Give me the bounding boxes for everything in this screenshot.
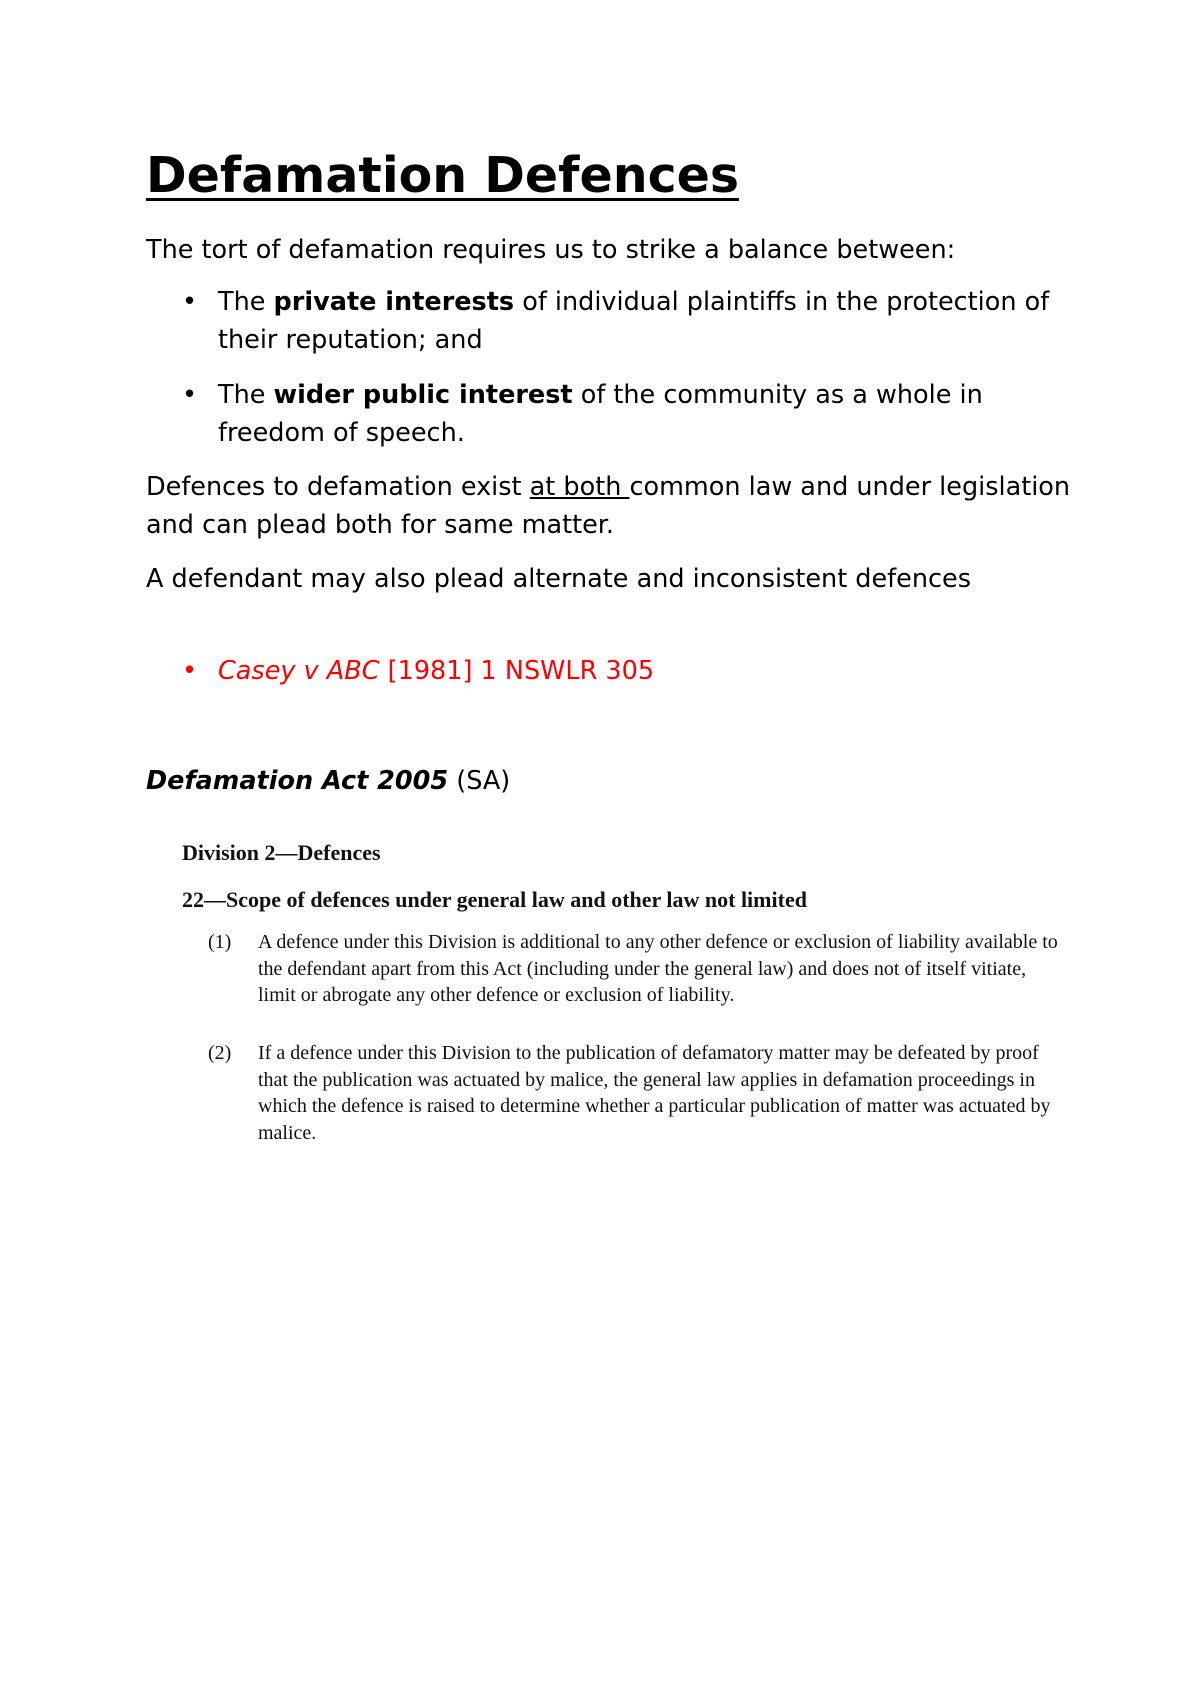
bullet-list-public	[146, 376, 1086, 452]
subsection-text: A defence under this Division is additional to any other defence or exclusion of liability available to the defendant apart from this Act (including under the general law) and does not of itself vitiate, limit or abrogate any other defence or exclusion of liability.	[258, 931, 1058, 1006]
bullet-text-suffix: of the community as a whole in freedom of speech.	[218, 380, 983, 448]
bullet-text-suffix: of individual plaintiffs in the protection of their reputation; and	[218, 287, 1050, 355]
case-citation: [1981] 1 NSWLR 305	[379, 656, 655, 686]
page-title: Defamation Defences	[146, 147, 740, 204]
subsection-2	[182, 1040, 1062, 1146]
subsection-1	[182, 929, 1062, 1009]
bullet-text-prefix: The	[218, 287, 274, 317]
case-name: Casey v ABC	[218, 656, 380, 686]
act-heading	[146, 762, 510, 800]
bullet-emphasis: wider public interest	[273, 380, 573, 410]
bullet-marker: •	[182, 287, 198, 317]
subsection-number: (2)	[208, 1042, 232, 1064]
bullet-list-interests	[146, 283, 1086, 359]
bullet-marker: •	[182, 380, 198, 410]
bullet-marker: •	[182, 656, 198, 686]
case-citation-list	[146, 652, 1086, 690]
list-item-public-interest	[146, 376, 1086, 452]
list-item-private-interests	[146, 283, 1086, 359]
alternate-defences-paragraph: A defendant may also plead alternate and inconsistent defences	[146, 564, 972, 594]
defences-text-underlined: at both	[529, 472, 630, 502]
bullet-text-prefix: The	[218, 380, 274, 410]
list-item-case-citation	[146, 652, 1086, 690]
section-heading: 22—Scope of defences under general law and other law not limited	[182, 887, 807, 912]
act-name: Defamation Act 2005	[146, 766, 449, 796]
defences-text-after: common law and under legislation and can plead both for same matter.	[146, 472, 1071, 540]
act-jurisdiction: (SA)	[448, 766, 511, 796]
subsection-text: If a defence under this Division to the publication of defamatory matter may be defeated by proof that the publication was actuated by malice, the general law applies in defamation proceedings in which the defence is raised to determine whether a particular publication of matter was actuated by malice.	[258, 1042, 1051, 1144]
intro-paragraph: The tort of defamation requires us to strike a balance between:	[146, 235, 956, 265]
bullet-emphasis: private interests	[273, 287, 515, 317]
defences-paragraph	[146, 468, 1086, 544]
defences-text-before: Defences to defamation exist	[146, 472, 530, 502]
division-heading: Division 2—Defences	[182, 840, 381, 865]
subsection-number: (1)	[208, 931, 232, 953]
